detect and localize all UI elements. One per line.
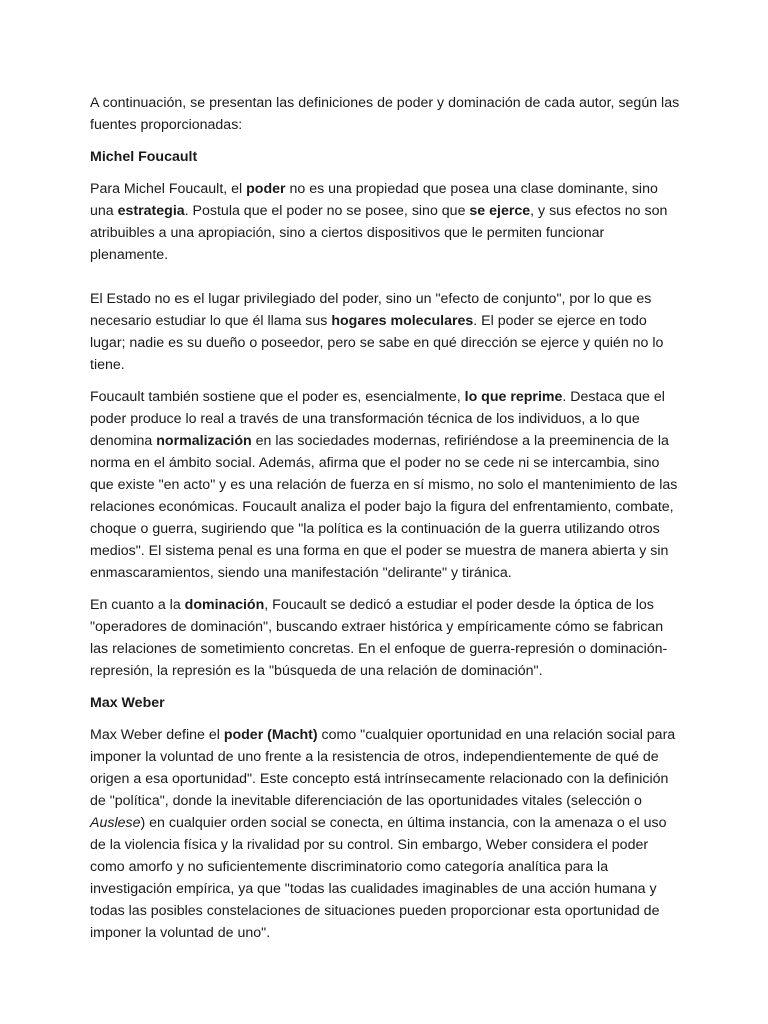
section-heading-weber: Max Weber (90, 695, 165, 711)
text-run: , y sus efectos no son atribuibles a una apropiación, sino a ciertos dispositivos que le permiten funcionar plenamente. (90, 203, 668, 263)
text-run: , Foucault se dedicó a estudiar el poder desde la óptica de los "operadores de dominación", buscando extraer histórica y empíricamente cómo se fabrican las relaciones de sometimiento concretas. En el enfoque de guerra-represión o dominación-represión, la represión es la "búsqueda de una relación de dominación". (90, 597, 668, 679)
section-heading-foucault: Michel Foucault (90, 149, 198, 165)
bold-term: hogares moleculares (331, 313, 474, 329)
weber-paragraph-1 (90, 724, 682, 944)
foucault-paragraph-4 (90, 594, 682, 682)
text-run: En cuanto a la (90, 597, 185, 613)
foucault-paragraph-1 (90, 178, 682, 266)
foucault-paragraph-2 (90, 288, 682, 376)
bold-term: dominación (184, 597, 265, 613)
bold-term: normalización (156, 433, 252, 449)
text-run: . Destaca que el poder produce lo real a través de una transformación técnica de los individuos, a lo que denomina (90, 389, 665, 449)
bold-term: se ejerce (469, 203, 531, 219)
intro-paragraph: A continuación, se presentan las definiciones de poder y dominación de cada autor, según las fuentes proporcionadas: (90, 95, 680, 133)
text-run: . Postula que el poder no se posee, sino que (184, 203, 470, 219)
text-run: en las sociedades modernas, refiriéndose a la preeminencia de la norma en el ámbito social. Además, afirma que el poder no se cede ni se intercambia, sino que existe "en acto" y es una relación de fuerza en sí mismo, no solo el mantenimiento de las relaciones económicas. Foucault analiza el poder bajo la figura del enfrentamiento, combate, choque o guerra, sugiriendo que "la política es la continuación de la guerra utilizando otros medios". El sistema penal es una forma en que el poder se muestra de manera abierta y sin enmascaramientos, siendo una manifestación "delirante" y tiránica. (90, 433, 678, 581)
text-run: Max Weber define el (90, 727, 224, 743)
document-page (90, 92, 682, 954)
bold-term: poder (246, 181, 286, 197)
italic-term: Auslese (90, 815, 141, 831)
text-run: . El poder se ejerce en todo lugar; nadie es su dueño o poseedor, pero se sabe en qué dirección se ejerce y quién no lo tiene. (90, 313, 664, 373)
bold-term: lo que reprime (464, 389, 563, 405)
bold-term: estrategia (117, 203, 185, 219)
text-run: ) en cualquier orden social se conecta, en última instancia, con la amenaza o el uso de la violencia física y la rivalidad por su control. Sin embargo, Weber considera el poder como amorfo y no suficientemente discriminatorio como categoría analítica para la investigación empírica, ya que "todas las cualidades imaginables de una acción humana y todas las posibles constelaciones de situaciones pueden proporcionar esta oportunidad de imponer la voluntad de uno". (90, 815, 667, 941)
text-run: Foucault también sostiene que el poder es, esencialmente, (90, 389, 465, 405)
foucault-paragraph-3 (90, 386, 682, 584)
text-run: no es una propiedad que posea una clase dominante, sino una (90, 181, 658, 219)
bold-term: poder (Macht) (223, 727, 318, 743)
text-run: Para Michel Foucault, el (90, 181, 247, 197)
text-run: El Estado no es el lugar privilegiado del poder, sino un "efecto de conjunto", por lo que es necesario estudiar lo que él llama sus (90, 291, 652, 329)
text-run: como "cualquier oportunidad en una relación social para imponer la voluntad de uno frente a la resistencia de otros, independientemente de qué de origen a esa oportunidad". Este concepto está intrínsecamente relacionado con la definición de "política", donde la inevitable diferenciación de las oportunidades vitales (selección o (90, 727, 676, 809)
